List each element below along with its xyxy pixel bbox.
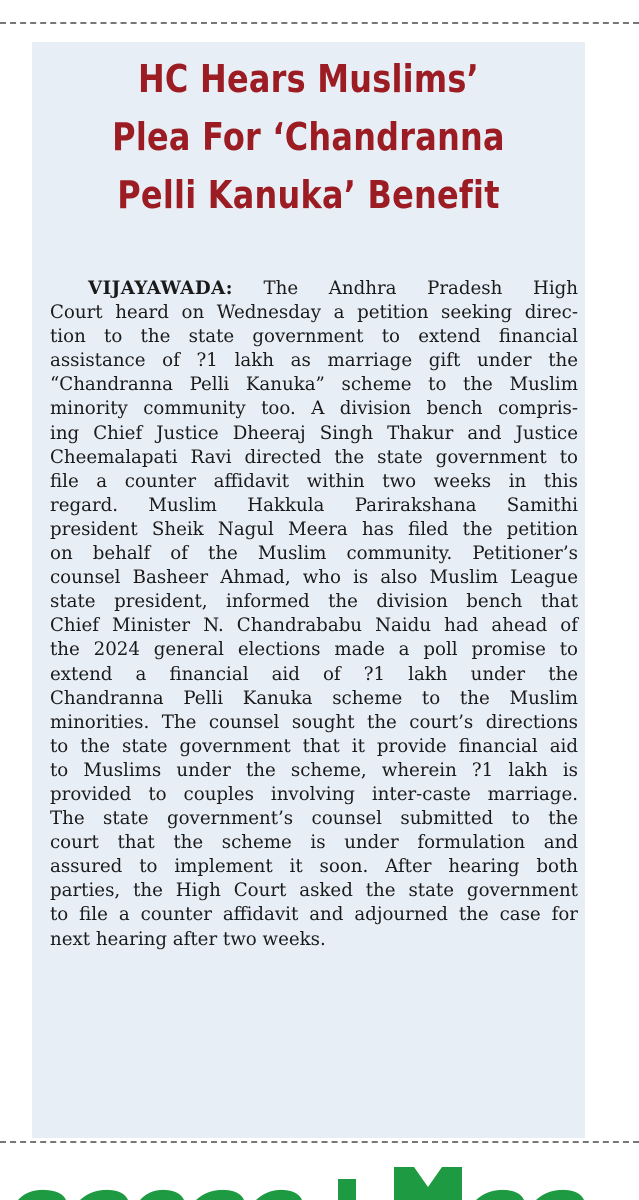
body-line-first [50, 277, 578, 301]
article-headline [76, 50, 541, 224]
body-line-0: The Andhra Pradesh High [232, 278, 578, 299]
body-line: regard. Muslim Hakkula Parirakshana Samithi [50, 494, 578, 516]
body-line: provided to couples involving inter-caste marriage. [50, 783, 578, 805]
body-line: counsel Basheer Ahmad, who is also Muslim League [50, 567, 578, 589]
body-line: to file a counter affidavit and adjourned the case for [50, 904, 578, 926]
headline-line-1: HC Hears Muslims’ [137, 57, 480, 101]
masthead-letter-tops-graphic [0, 1165, 639, 1200]
body-line-last: next hearing after two weeks. [50, 928, 326, 950]
headline-line-3: Pelli Kanuka’ Benefit [117, 173, 500, 217]
body-line: minority community too. A division bench compris- [50, 398, 578, 420]
body-line: ing Chief Justice Dheeraj Singh Thakur and Justice [50, 422, 578, 444]
body-line: “Chandranna Pelli Kanuka” scheme to the Muslim [50, 374, 578, 396]
body-line: parties, the High Court asked the state government [50, 880, 578, 902]
body-line: Chandranna Pelli Kanuka scheme to the Muslim [50, 687, 578, 709]
body-line: Cheemalapati Ravi directed the state government to [50, 446, 578, 468]
body-line: court that the scheme is under formulation and [50, 832, 578, 854]
body-line: Chief Minister N. Chandrababu Naidu had ahead of [50, 615, 578, 637]
body-line: Court heard on Wednesday a petition seeking direc- [50, 302, 578, 324]
article-dateline: VIJAYAWADA: [88, 278, 233, 299]
body-line: to Muslims under the scheme, wherein ?1 lakh is [50, 759, 578, 781]
body-line: assured to implement it soon. After hearing both [50, 856, 578, 878]
headline-line-2: Plea For ‘Chandranna [112, 115, 505, 159]
body-line: state president, informed the division bench that [50, 591, 578, 613]
body-line: tion to the state government to extend financial [50, 326, 578, 348]
body-line: on behalf of the Muslim community. Petitioner’s [50, 543, 578, 565]
body-line: The state government’s counsel submitted to the [50, 808, 578, 830]
next-masthead-fragment [0, 1165, 639, 1200]
body-line: the 2024 general elections made a poll promise to [50, 639, 578, 661]
body-line: president Sheik Nagul Meera has filed the petition [50, 518, 578, 540]
top-dashed-divider [0, 22, 639, 24]
body-line: to the state government that it provide financial aid [50, 735, 578, 757]
body-line: extend a financial aid of ?1 lakh under the [50, 663, 578, 685]
body-line: file a counter affidavit within two weeks in this [50, 470, 578, 492]
body-line: minorities. The counsel sought the court’s directions [50, 711, 578, 733]
bottom-dashed-divider [0, 1141, 639, 1143]
article-body [50, 277, 578, 952]
article-box [32, 42, 585, 1138]
body-line: assistance of ?1 lakh as marriage gift under the [50, 350, 578, 372]
